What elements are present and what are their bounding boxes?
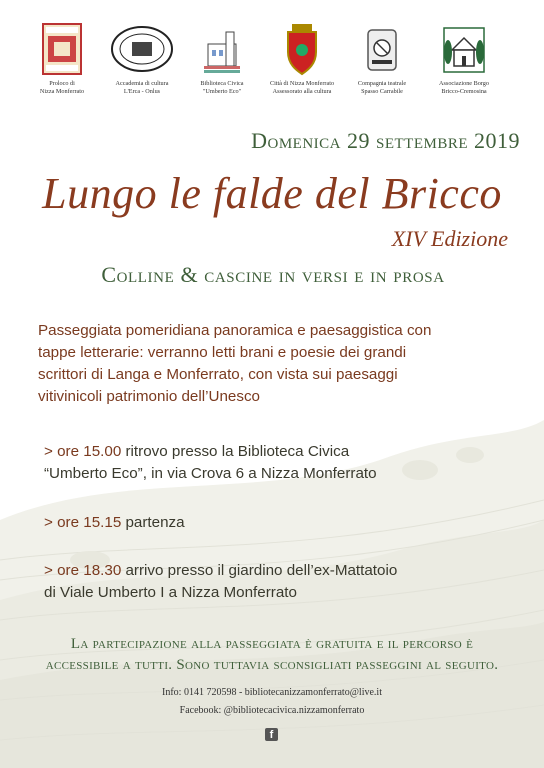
participation-note xyxy=(28,634,516,676)
schedule-text: arrivo presso il giardino dell’ex-Mattatoio xyxy=(121,562,398,579)
note-line: La partecipazione alla passeggiata è gratuita e il percorso è xyxy=(70,636,474,652)
event-description xyxy=(38,320,508,408)
logo-biblioteca xyxy=(182,22,262,96)
schedule-text-line2: “Umberto Eco”, in via Crova 6 a Nizza Monferrato xyxy=(44,465,377,482)
logo-spasso-carrabile xyxy=(342,22,422,96)
schedule-text-line2: di Viale Umberto I a Nizza Monferrato xyxy=(44,584,297,601)
logo-caption: Compagnia teatrale Spasso Carrabile xyxy=(357,80,407,95)
logo-caption: Accademia di cultura L'Erca - Onlus xyxy=(115,80,169,95)
schedule-item-arrival xyxy=(44,560,514,604)
theatre-company-tag-icon xyxy=(360,22,404,76)
schedule-item-meeting xyxy=(44,441,514,485)
schedule-text: ritrovo presso la Biblioteca Civica xyxy=(121,443,350,460)
borgo-church-icon xyxy=(442,22,486,76)
pro-loco-crest-icon xyxy=(40,22,84,76)
event-title: Lungo le falde del Bricco xyxy=(42,169,502,218)
logo-accademia xyxy=(102,22,182,96)
schedule-time: > ore 15.00 xyxy=(44,443,122,460)
note-line: accessibile a tutti. Sono tuttavia sconsigliati passeggini al seguito. xyxy=(45,657,499,673)
schedule-time: > ore 15.15 xyxy=(44,514,122,531)
logo-borgo-bricco xyxy=(424,22,504,96)
logo-caption: Città di Nizza Monferrato Assessorato alla cultura xyxy=(269,80,335,95)
partner-logos-row xyxy=(0,22,544,112)
accademia-oval-seal-icon xyxy=(110,22,174,76)
edition-label: XIV Edizione xyxy=(391,226,508,251)
description-line: scrittori di Langa e Monferrato, con vista sui paesaggi xyxy=(38,366,398,383)
biblioteca-building-icon xyxy=(200,22,244,76)
event-date: Domenica 29 settembre 2019 xyxy=(251,128,520,153)
logo-caption: Proloco di Nizza Monferrato xyxy=(39,80,85,95)
facebook-handle[interactable]: Facebook: @bibliotecacivica.nizzamonferrato xyxy=(179,705,365,716)
description-line: vitivinicoli patrimonio dell’Unesco xyxy=(38,388,260,405)
schedule-time: > ore 18.30 xyxy=(44,562,122,579)
schedule-text: partenza xyxy=(121,514,185,531)
event-subtitle: Colline & cascine in versi e in prosa xyxy=(101,262,445,287)
logo-caption: Associazione Borgo Bricco-Cremosina xyxy=(439,80,489,95)
facebook-icon[interactable]: f xyxy=(265,728,278,741)
logo-citta xyxy=(262,22,342,96)
logo-pro-loco xyxy=(22,22,102,96)
schedule-item-departure xyxy=(44,512,514,534)
city-coat-of-arms-icon xyxy=(280,22,324,76)
contact-info: Info: 0141 720598 - bibliotecanizzamonferrato@live.it xyxy=(162,687,382,698)
description-line: tappe letterarie: verranno letti brani e poesie dei grandi xyxy=(38,344,407,361)
description-line: Passeggiata pomeridiana panoramica e paesaggistica con xyxy=(38,322,432,339)
logo-caption: Biblioteca Civica "Umberto Eco" xyxy=(200,80,244,95)
